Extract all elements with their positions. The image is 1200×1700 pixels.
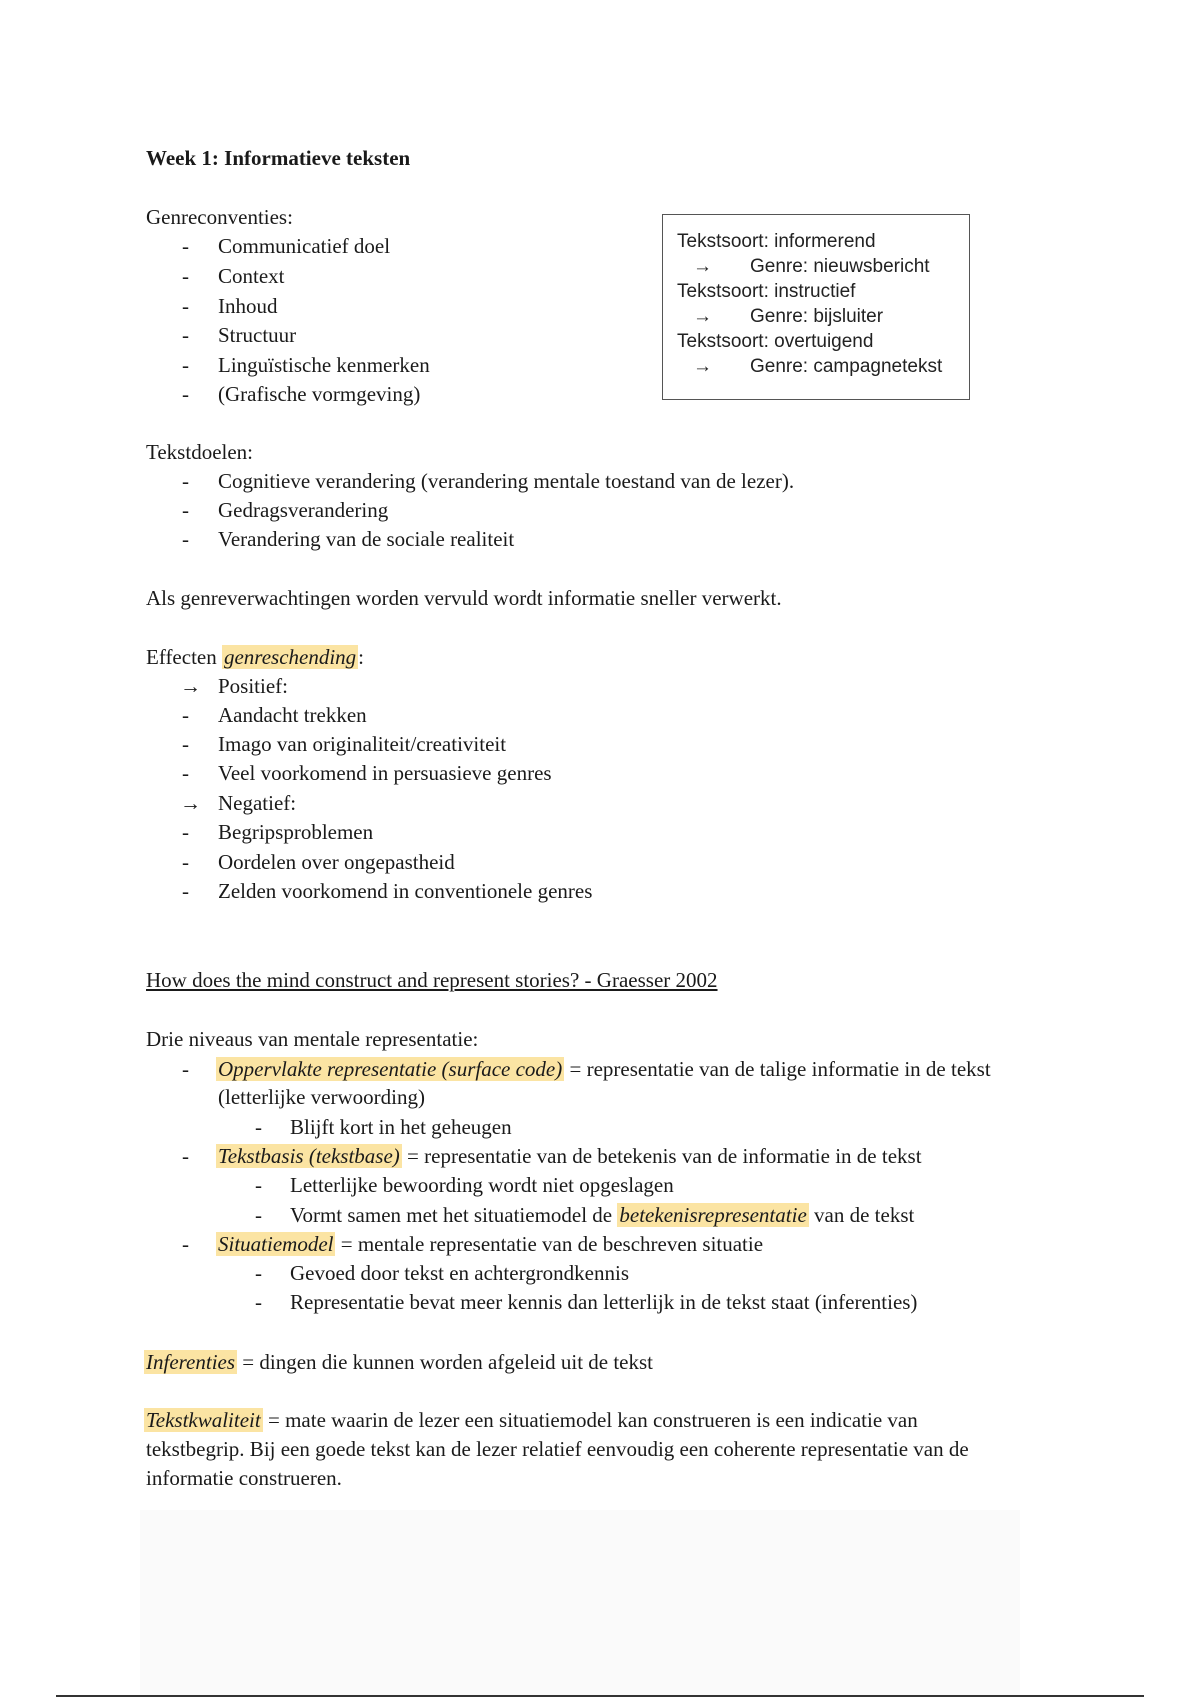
betekenisrepresentatie-term: betekenisrepresentatie [619,1203,807,1227]
box-tekstsoort-label: Tekstsoort: instructief [677,281,856,302]
list-item: Gedragsverandering [218,498,389,522]
arrow-icon: → [693,306,712,327]
bullet-dash: - [182,820,189,844]
page-title: Week 1: Informatieve teksten [146,146,411,170]
tekstbasis-line [216,1144,922,1169]
bullet-dash: - [255,1261,262,1285]
genreverwachtingen-paragraph: Als genreverwachtingen worden vervuld wordt informatie sneller verwerkt. [146,586,782,610]
inferenties-def: = dingen die kunnen worden afgeleid uit de tekst [237,1350,654,1374]
box-genre-label: Genre: bijsluiter [750,306,884,327]
bullet-dash: - [182,1232,189,1256]
box-genre-label: Genre: nieuwsbericht [750,256,930,277]
tekstkwaliteit-def: = mate waarin de lezer een situatiemodel kan construeren is een indicatie van [262,1408,918,1432]
situatiemodel-term: Situatiemodel [218,1232,334,1256]
list-item: Context [218,264,285,288]
list-item: Representatie bevat meer kennis dan letterlijk in de tekst staat (inferenties) [290,1290,918,1314]
list-item: (Grafische vormgeving) [218,382,421,406]
tekstkwaliteit-line1 [144,1408,918,1433]
effecten-heading [146,645,364,670]
bullet-dash: - [182,850,189,874]
page-shade [140,1510,1020,1695]
bullet-dash: - [182,761,189,785]
oppervlakte-def: = representatie van de talige informatie in de tekst [564,1057,991,1081]
list-item: Imago van originaliteit/creativiteit [218,732,507,756]
positief-label: Positief: [218,674,289,698]
list-item: Veel voorkomend in persuasieve genres [218,761,552,785]
tekstsoort-genre-box [662,214,970,400]
list-item: Cognitieve verandering (verandering mentale toestand van de lezer). [218,469,795,493]
bullet-dash: - [182,323,189,347]
list-item: Inhoud [218,294,278,318]
page-bottom-divider [56,1695,1144,1697]
list-item: Structuur [218,323,297,347]
negatief-label: Negatief: [218,791,297,815]
bullet-dash: - [182,498,189,522]
list-item: Oordelen over ongepastheid [218,850,455,874]
bullet-dash: - [182,1144,189,1168]
tekstkwaliteit-line3: informatie construeren. [146,1466,342,1490]
bullet-dash: - [182,703,189,727]
list-item: Communicatief doel [218,234,391,258]
tekstbasis-def: = representatie van de betekenis van de informatie in de tekst [401,1144,922,1168]
bullet-dash: - [182,879,189,903]
arrow-icon: → [180,791,201,815]
list-item: Begripsproblemen [218,820,374,844]
niveaus-heading: Drie niveaus van mentale representatie: [146,1027,479,1051]
arrow-icon: → [693,356,712,377]
arrow-icon: → [180,674,201,698]
effecten-suffix: : [358,645,365,669]
bullet-dash: - [182,294,189,318]
tekstkwaliteit-line2: tekstbegrip. Bij een goede tekst kan de lezer relatief eenvoudig een coherente representatie van de [146,1437,969,1461]
bullet-dash: - [182,527,189,551]
genreconventies-heading: Genreconventies: [146,205,293,229]
bullet-dash: - [182,732,189,756]
bullet-dash: - [255,1290,262,1314]
list-item: Letterlijke bewoording wordt niet opgeslagen [290,1173,674,1197]
genreschending-term: genreschending [223,645,357,669]
effecten-prefix: Effecten [146,645,222,669]
situatiemodel-line [216,1232,763,1257]
bullet-dash: - [182,264,189,288]
list-item: Zelden voorkomend in conventionele genres [218,879,593,903]
tekstbasis-sub2 [290,1203,914,1228]
list-item: Aandacht trekken [218,703,367,727]
tekstdoelen-heading: Tekstdoelen: [146,440,253,464]
oppervlakte-def-cont: (letterlijke verwoording) [218,1085,426,1109]
bullet-dash: - [255,1203,262,1227]
situatiemodel-def: = mentale representatie van de beschreven situatie [335,1232,764,1256]
inferenties-term: Inferenties [146,1350,236,1374]
bullet-dash: - [182,382,189,406]
tekstbasis-sub2-pre: Vormt samen met het situatiemodel de [290,1203,618,1227]
bullet-dash: - [255,1173,262,1197]
oppervlakte-line [216,1057,991,1082]
list-item: Gevoed door tekst en achtergrondkennis [290,1261,630,1285]
box-genre-label: Genre: campagnetekst [750,356,943,377]
tekstkwaliteit-term: Tekstkwaliteit [146,1408,261,1432]
bullet-dash: - [182,469,189,493]
list-item: Verandering van de sociale realiteit [218,527,515,551]
arrow-icon: → [693,256,712,277]
oppervlakte-term: Oppervlakte representatie (surface code) [218,1057,563,1081]
bullet-dash: - [182,353,189,377]
tekstbasis-term: Tekstbasis (tekstbase) [218,1144,400,1168]
section-title-graesser: How does the mind construct and represent stories? - Graesser 2002 [146,968,718,992]
inferenties-line [144,1350,653,1375]
tekstbasis-sub2-post: van de tekst [808,1203,915,1227]
list-item: Blijft kort in het geheugen [290,1115,512,1139]
bullet-dash: - [182,1057,189,1081]
list-item: Linguïstische kenmerken [218,353,430,377]
box-tekstsoort-label: Tekstsoort: informerend [677,231,876,252]
box-tekstsoort-label: Tekstsoort: overtuigend [677,331,874,352]
bullet-dash: - [255,1115,262,1139]
bullet-dash: - [182,234,189,258]
